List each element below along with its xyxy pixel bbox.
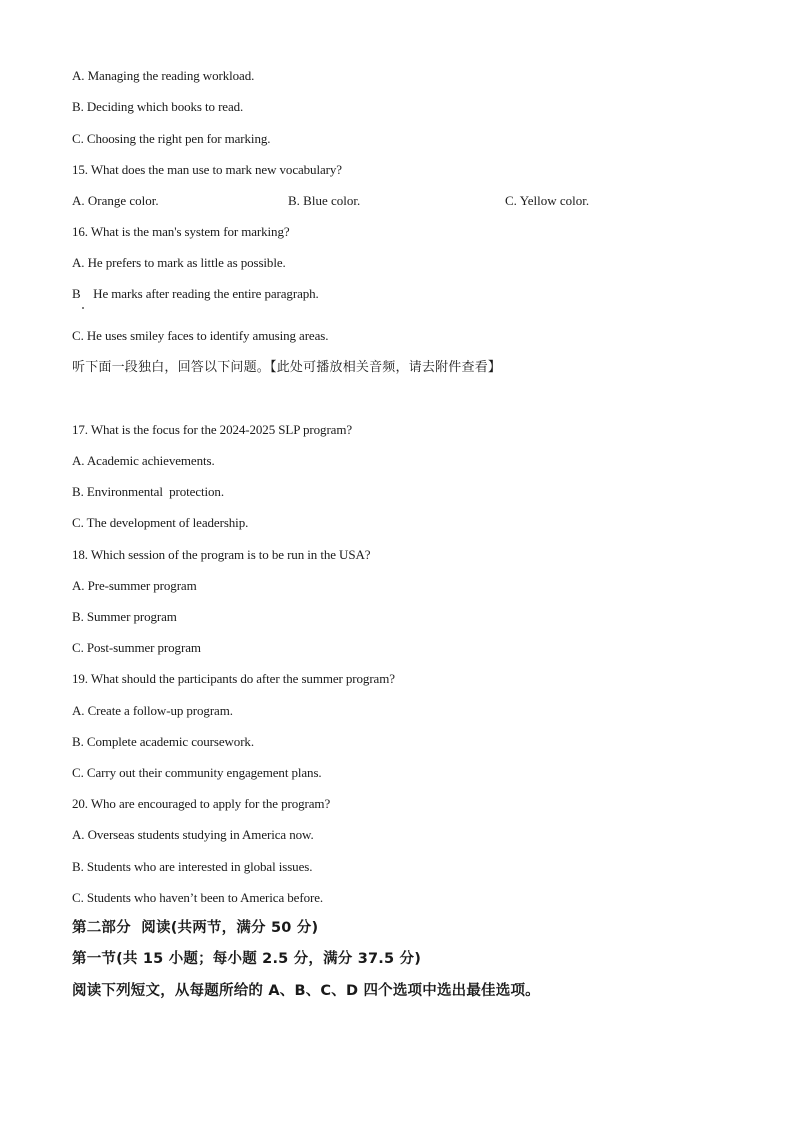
listening-instruction: 听下面一段独白，回答以下问题。【此处可播放相关音频，请去附件查看】 bbox=[72, 360, 502, 375]
q19-option-b: B. Complete academic coursework. bbox=[72, 734, 254, 749]
q19-option-c: C. Carry out their community engagement plans. bbox=[72, 765, 322, 780]
q14-option-b: B. Deciding which books to read. bbox=[72, 99, 244, 114]
q18-option-c: C. Post-summer program bbox=[72, 640, 201, 655]
part-two-title: 第二部分 阅读(共两节，满分 50 分) bbox=[72, 920, 319, 936]
q14-option-c: C. Choosing the right pen for marking. bbox=[72, 131, 271, 146]
q17-option-b: B. Environmental protection. bbox=[72, 484, 224, 499]
reading-directions: 阅读下列短文，从每题所给的 A、B、C、D 四个选项中选出最佳选项。 bbox=[72, 983, 540, 999]
q16-option-a: A. He prefers to mark as little as possible. bbox=[72, 255, 286, 270]
q14-option-a: A. Managing the reading workload. bbox=[72, 68, 255, 83]
q17-stem: 17. What is the focus for the 2024-2025 SLP program? bbox=[72, 422, 353, 437]
q19-stem: 19. What should the participants do after the summer program? bbox=[72, 671, 395, 686]
q16-option-b: B He marks after reading the entire paragraph. bbox=[72, 286, 319, 301]
q15-stem: 15. What does the man use to mark new vocabulary? bbox=[72, 162, 342, 177]
q15-option-b: B. Blue color. bbox=[288, 193, 361, 208]
q20-option-b: B. Students who are interested in global issues. bbox=[72, 859, 313, 874]
q20-option-c: C. Students who haven’t been to America before. bbox=[72, 890, 324, 905]
section-one-title: 第一节(共 15 小题；每小题 2.5 分，满分 37.5 分) bbox=[72, 951, 422, 967]
q16-stem: 16. What is the man's system for marking? bbox=[72, 224, 290, 239]
q15-option-a: A. Orange color. bbox=[72, 193, 159, 208]
q15-option-c: C. Yellow color. bbox=[505, 193, 590, 208]
q20-option-a: A. Overseas students studying in America now. bbox=[72, 827, 314, 842]
q18-stem: 18. Which session of the program is to be run in the USA? bbox=[72, 547, 371, 562]
q18-option-a: A. Pre-summer program bbox=[72, 578, 197, 593]
q16-option-c: C. He uses smiley faces to identify amusing areas. bbox=[72, 328, 329, 343]
q17-option-c: C. The development of leadership. bbox=[72, 515, 249, 530]
q17-option-a: A. Academic achievements. bbox=[72, 453, 215, 468]
q19-option-a: A. Create a follow-up program. bbox=[72, 703, 233, 718]
q20-stem: 20. Who are encouraged to apply for the program? bbox=[72, 796, 331, 811]
q18-option-b: B. Summer program bbox=[72, 609, 177, 624]
stray-dot bbox=[82, 307, 84, 309]
